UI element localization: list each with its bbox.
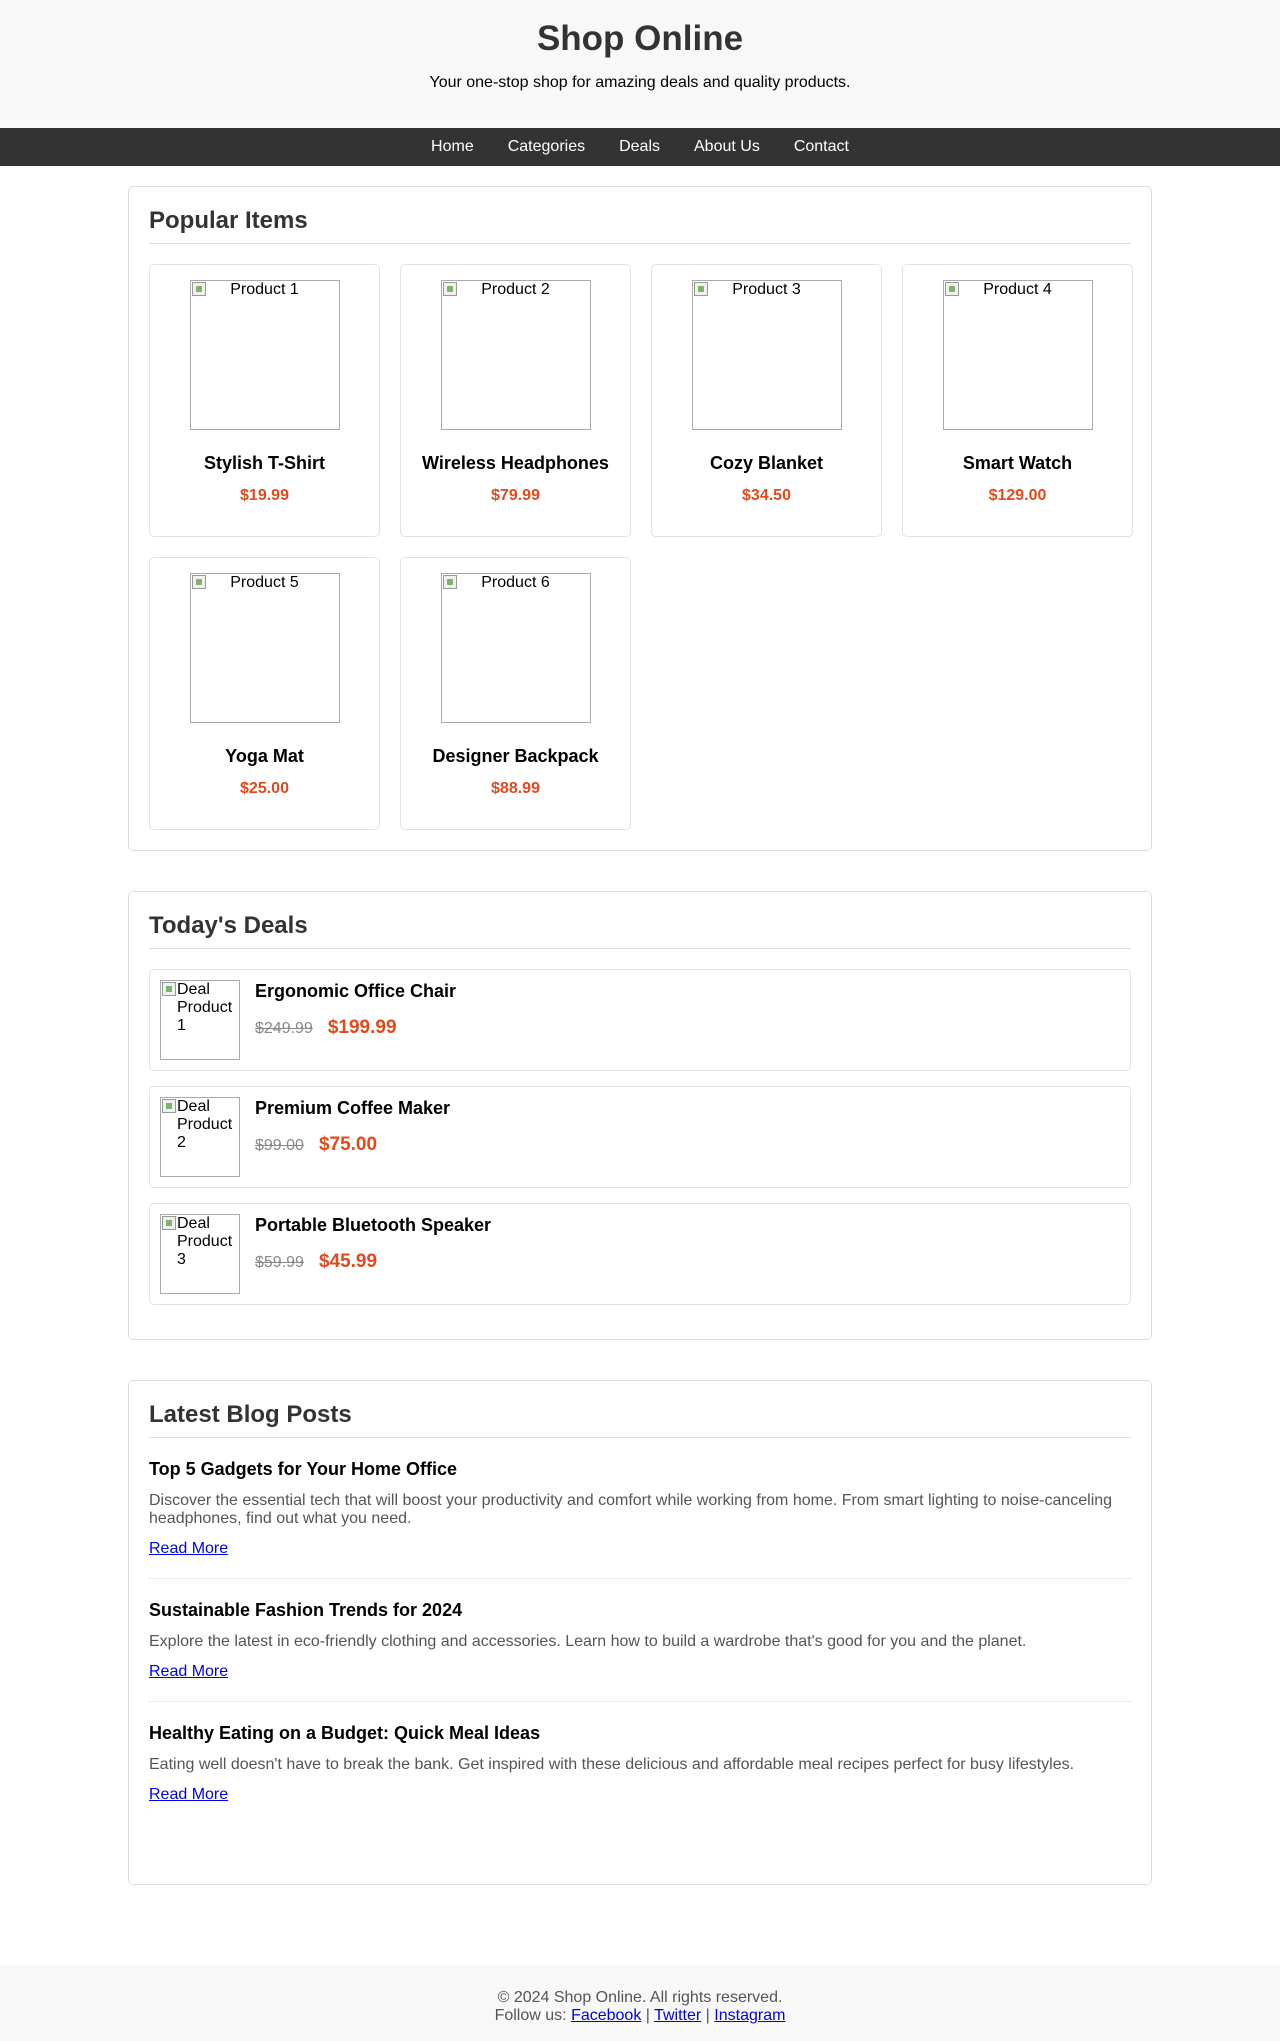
instagram-link[interactable]: Instagram bbox=[714, 2007, 786, 2024]
nav-contact-link[interactable]: Contact bbox=[793, 138, 849, 155]
blog-post-excerpt: Explore the latest in eco-friendly clothing and accessories. Learn how to build a wardrobe that's good for you and the planet. bbox=[149, 1633, 1027, 1650]
product-price: $25.00 bbox=[240, 780, 289, 797]
nav-categories-link[interactable]: Categories bbox=[507, 138, 586, 155]
product-image bbox=[441, 280, 591, 430]
twitter-link[interactable]: Twitter bbox=[654, 2007, 702, 2024]
site-header bbox=[0, 0, 1280, 128]
main-nav bbox=[0, 128, 1280, 166]
product-name: Stylish T-Shirt bbox=[203, 453, 326, 473]
product-image bbox=[190, 573, 340, 723]
deal-info bbox=[255, 1214, 491, 1294]
section-heading: Today's Deals bbox=[149, 912, 1131, 949]
follow-label: Follow us: bbox=[494, 2007, 567, 2024]
blog-post-title: Sustainable Fashion Trends for 2024 bbox=[149, 1600, 463, 1620]
product-image bbox=[441, 573, 591, 723]
facebook-link[interactable]: Facebook bbox=[571, 2007, 642, 2024]
todays-deals-section bbox=[128, 891, 1152, 1340]
product-name: Cozy Blanket bbox=[709, 453, 824, 473]
image-alt-text: Deal Product 1 bbox=[177, 981, 233, 1034]
main-content bbox=[128, 166, 1152, 1965]
nav-home-link[interactable]: Home bbox=[431, 138, 474, 155]
image-alt-text: Product 3 bbox=[732, 281, 801, 298]
blog-post bbox=[149, 1458, 1131, 1579]
product-name: Designer Backpack bbox=[432, 746, 599, 766]
blog-post-title: Top 5 Gadgets for Your Home Office bbox=[149, 1459, 458, 1479]
read-more-link[interactable]: Read More bbox=[149, 1663, 229, 1680]
product-card[interactable] bbox=[149, 264, 380, 537]
image-alt-text: Product 5 bbox=[230, 574, 299, 591]
site-title: Shop Online bbox=[536, 19, 744, 58]
image-alt-text: Product 2 bbox=[481, 281, 550, 298]
original-price: $249.99 bbox=[255, 1020, 313, 1037]
deal-info bbox=[255, 1097, 450, 1177]
original-price: $99.00 bbox=[255, 1137, 304, 1154]
sale-price: $75.00 bbox=[318, 1134, 378, 1155]
product-grid bbox=[149, 264, 1131, 830]
blog-posts-section bbox=[128, 1380, 1152, 1885]
product-image bbox=[190, 280, 340, 430]
product-price: $129.00 bbox=[988, 487, 1047, 504]
image-alt-text: Deal Product 3 bbox=[177, 1215, 233, 1268]
deal-image bbox=[160, 1097, 240, 1177]
read-more-link[interactable]: Read More bbox=[149, 1786, 229, 1803]
product-price: $79.99 bbox=[491, 487, 540, 504]
blog-post-title: Healthy Eating on a Budget: Quick Meal Ideas bbox=[149, 1723, 541, 1743]
deal-image bbox=[160, 980, 240, 1060]
deal-item[interactable] bbox=[149, 1086, 1131, 1188]
section-heading: Latest Blog Posts bbox=[149, 1401, 1131, 1438]
nav-about-link[interactable]: About Us bbox=[694, 138, 760, 155]
deal-list bbox=[149, 969, 1131, 1319]
deal-prices bbox=[255, 1251, 491, 1273]
image-alt-text: Product 4 bbox=[983, 281, 1052, 298]
deal-item[interactable] bbox=[149, 969, 1131, 1071]
image-alt-text: Product 6 bbox=[481, 574, 550, 591]
sale-price: $45.99 bbox=[318, 1251, 378, 1272]
read-more-link[interactable]: Read More bbox=[149, 1540, 229, 1557]
deal-prices bbox=[255, 1134, 450, 1156]
nav-deals-link[interactable]: Deals bbox=[619, 138, 660, 155]
sale-price: $199.99 bbox=[327, 1017, 397, 1038]
product-name: Yoga Mat bbox=[225, 746, 304, 766]
image-alt-text: Deal Product 2 bbox=[177, 1098, 233, 1151]
product-price: $88.99 bbox=[491, 780, 540, 797]
deal-item[interactable] bbox=[149, 1203, 1131, 1305]
social-links bbox=[0, 2007, 1280, 2025]
deal-image bbox=[160, 1214, 240, 1294]
product-price: $19.99 bbox=[240, 487, 289, 504]
product-image bbox=[943, 280, 1093, 430]
deal-prices bbox=[255, 1017, 456, 1039]
blog-post-excerpt: Discover the essential tech that will boost your productivity and comfort while working from home. From smart lighting to noise-canceling headphones, find out what you need. bbox=[149, 1492, 1113, 1527]
blog-post-excerpt: Eating well doesn't have to break the bank. Get inspired with these delicious and affordable meal recipes perfect for busy lifestyles. bbox=[149, 1756, 1075, 1773]
separator: | bbox=[645, 2007, 650, 2024]
popular-items-section bbox=[128, 186, 1152, 851]
product-image bbox=[692, 280, 842, 430]
blog-post bbox=[149, 1722, 1131, 1824]
product-card[interactable] bbox=[149, 557, 380, 830]
deal-name: Premium Coffee Maker bbox=[255, 1098, 451, 1118]
product-card[interactable] bbox=[400, 557, 631, 830]
separator: | bbox=[705, 2007, 710, 2024]
product-card[interactable] bbox=[902, 264, 1133, 537]
product-name: Smart Watch bbox=[962, 453, 1073, 473]
product-price: $34.50 bbox=[742, 487, 791, 504]
site-tagline: Your one-stop shop for amazing deals and quality products. bbox=[429, 74, 851, 91]
deal-info bbox=[255, 980, 456, 1060]
product-card[interactable] bbox=[400, 264, 631, 537]
product-card[interactable] bbox=[651, 264, 882, 537]
copyright-text: © 2024 Shop Online. All rights reserved. bbox=[497, 1989, 783, 2006]
site-footer bbox=[0, 1965, 1280, 2041]
product-name: Wireless Headphones bbox=[422, 453, 609, 473]
original-price: $59.99 bbox=[255, 1254, 304, 1271]
section-heading: Popular Items bbox=[149, 207, 1131, 244]
image-alt-text: Product 1 bbox=[230, 281, 299, 298]
blog-post bbox=[149, 1599, 1131, 1702]
deal-name: Portable Bluetooth Speaker bbox=[255, 1215, 492, 1235]
deal-name: Ergonomic Office Chair bbox=[255, 981, 457, 1001]
